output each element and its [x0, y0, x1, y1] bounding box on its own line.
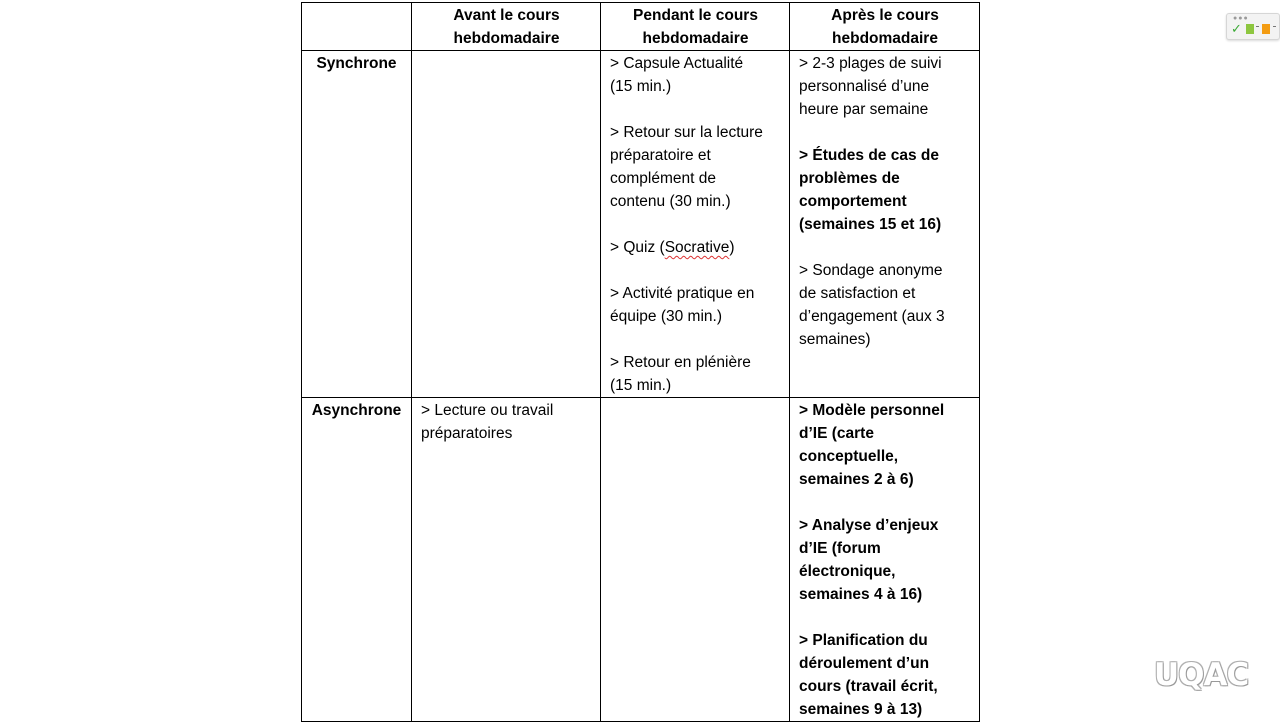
pendant-item-activite: > Activité pratique en équipe (30 min.) [610, 285, 755, 325]
cell-synchrone-avant [412, 51, 601, 398]
apres-item-planification: > Planification du déroulement d’un cours (travail écrit, semaines 9 à 13) [799, 632, 938, 718]
row-label-synchrone: Synchrone [302, 51, 412, 398]
dash-icon [1256, 26, 1259, 27]
apres-item-suivi: > 2-3 plages de suivi personnalisé d’une heure par semaine [799, 55, 942, 118]
apres-item-analyse: > Analyse d’enjeux d’IE (forum électronique, semaines 4 à 16) [799, 517, 939, 603]
header-apres: Après le cours hebdomadaire [790, 3, 980, 51]
dash-icon [1273, 26, 1276, 27]
green-square-icon[interactable] [1246, 24, 1254, 34]
toolbar-widget[interactable] [1226, 13, 1280, 40]
schedule-table [301, 2, 980, 722]
pendant-item-pleniere: > Retour en plénière (15 min.) [610, 354, 751, 394]
cell-asynchrone-apres [790, 398, 980, 722]
header-empty-cell [302, 3, 412, 51]
header-row [302, 3, 980, 51]
cell-asynchrone-avant [412, 398, 601, 722]
cell-synchrone-apres [790, 51, 980, 398]
uqac-logo: UQAC [1154, 657, 1249, 693]
avant-item-lecture: > Lecture ou travail préparatoires [421, 402, 554, 442]
row-label-asynchrone: Asynchrone [302, 398, 412, 722]
apres-item-sondage: > Sondage anonyme de satisfaction et d’engagement (aux 3 semaines) [799, 262, 945, 348]
apres-item-etudes-de-cas: > Études de cas de problèmes de comportement (semaines 15 et 16) [799, 147, 942, 233]
spellcheck-word: Socrative [664, 239, 730, 256]
cell-synchrone-pendant [601, 51, 790, 398]
row-synchrone [302, 51, 980, 398]
header-pendant: Pendant le cours hebdomadaire [601, 3, 790, 51]
cell-asynchrone-pendant [601, 398, 790, 722]
pendant-item-capsule: > Capsule Actualité (15 min.) [610, 55, 744, 95]
pendant-item-retour-lecture: > Retour sur la lecture préparatoire et complément de contenu (30 min.) [610, 124, 763, 210]
orange-square-icon[interactable] [1262, 24, 1270, 34]
apres-item-modele: > Modèle personnel d’IE (carte conceptuelle, semaines 2 à 6) [799, 402, 945, 488]
header-avant: Avant le cours hebdomadaire [412, 3, 601, 51]
pendant-item-quiz: > Quiz (Socrative) [610, 239, 735, 256]
dots-icon: ●●● [1233, 15, 1249, 22]
row-asynchrone [302, 398, 980, 722]
check-icon[interactable]: ✓ [1231, 21, 1242, 36]
